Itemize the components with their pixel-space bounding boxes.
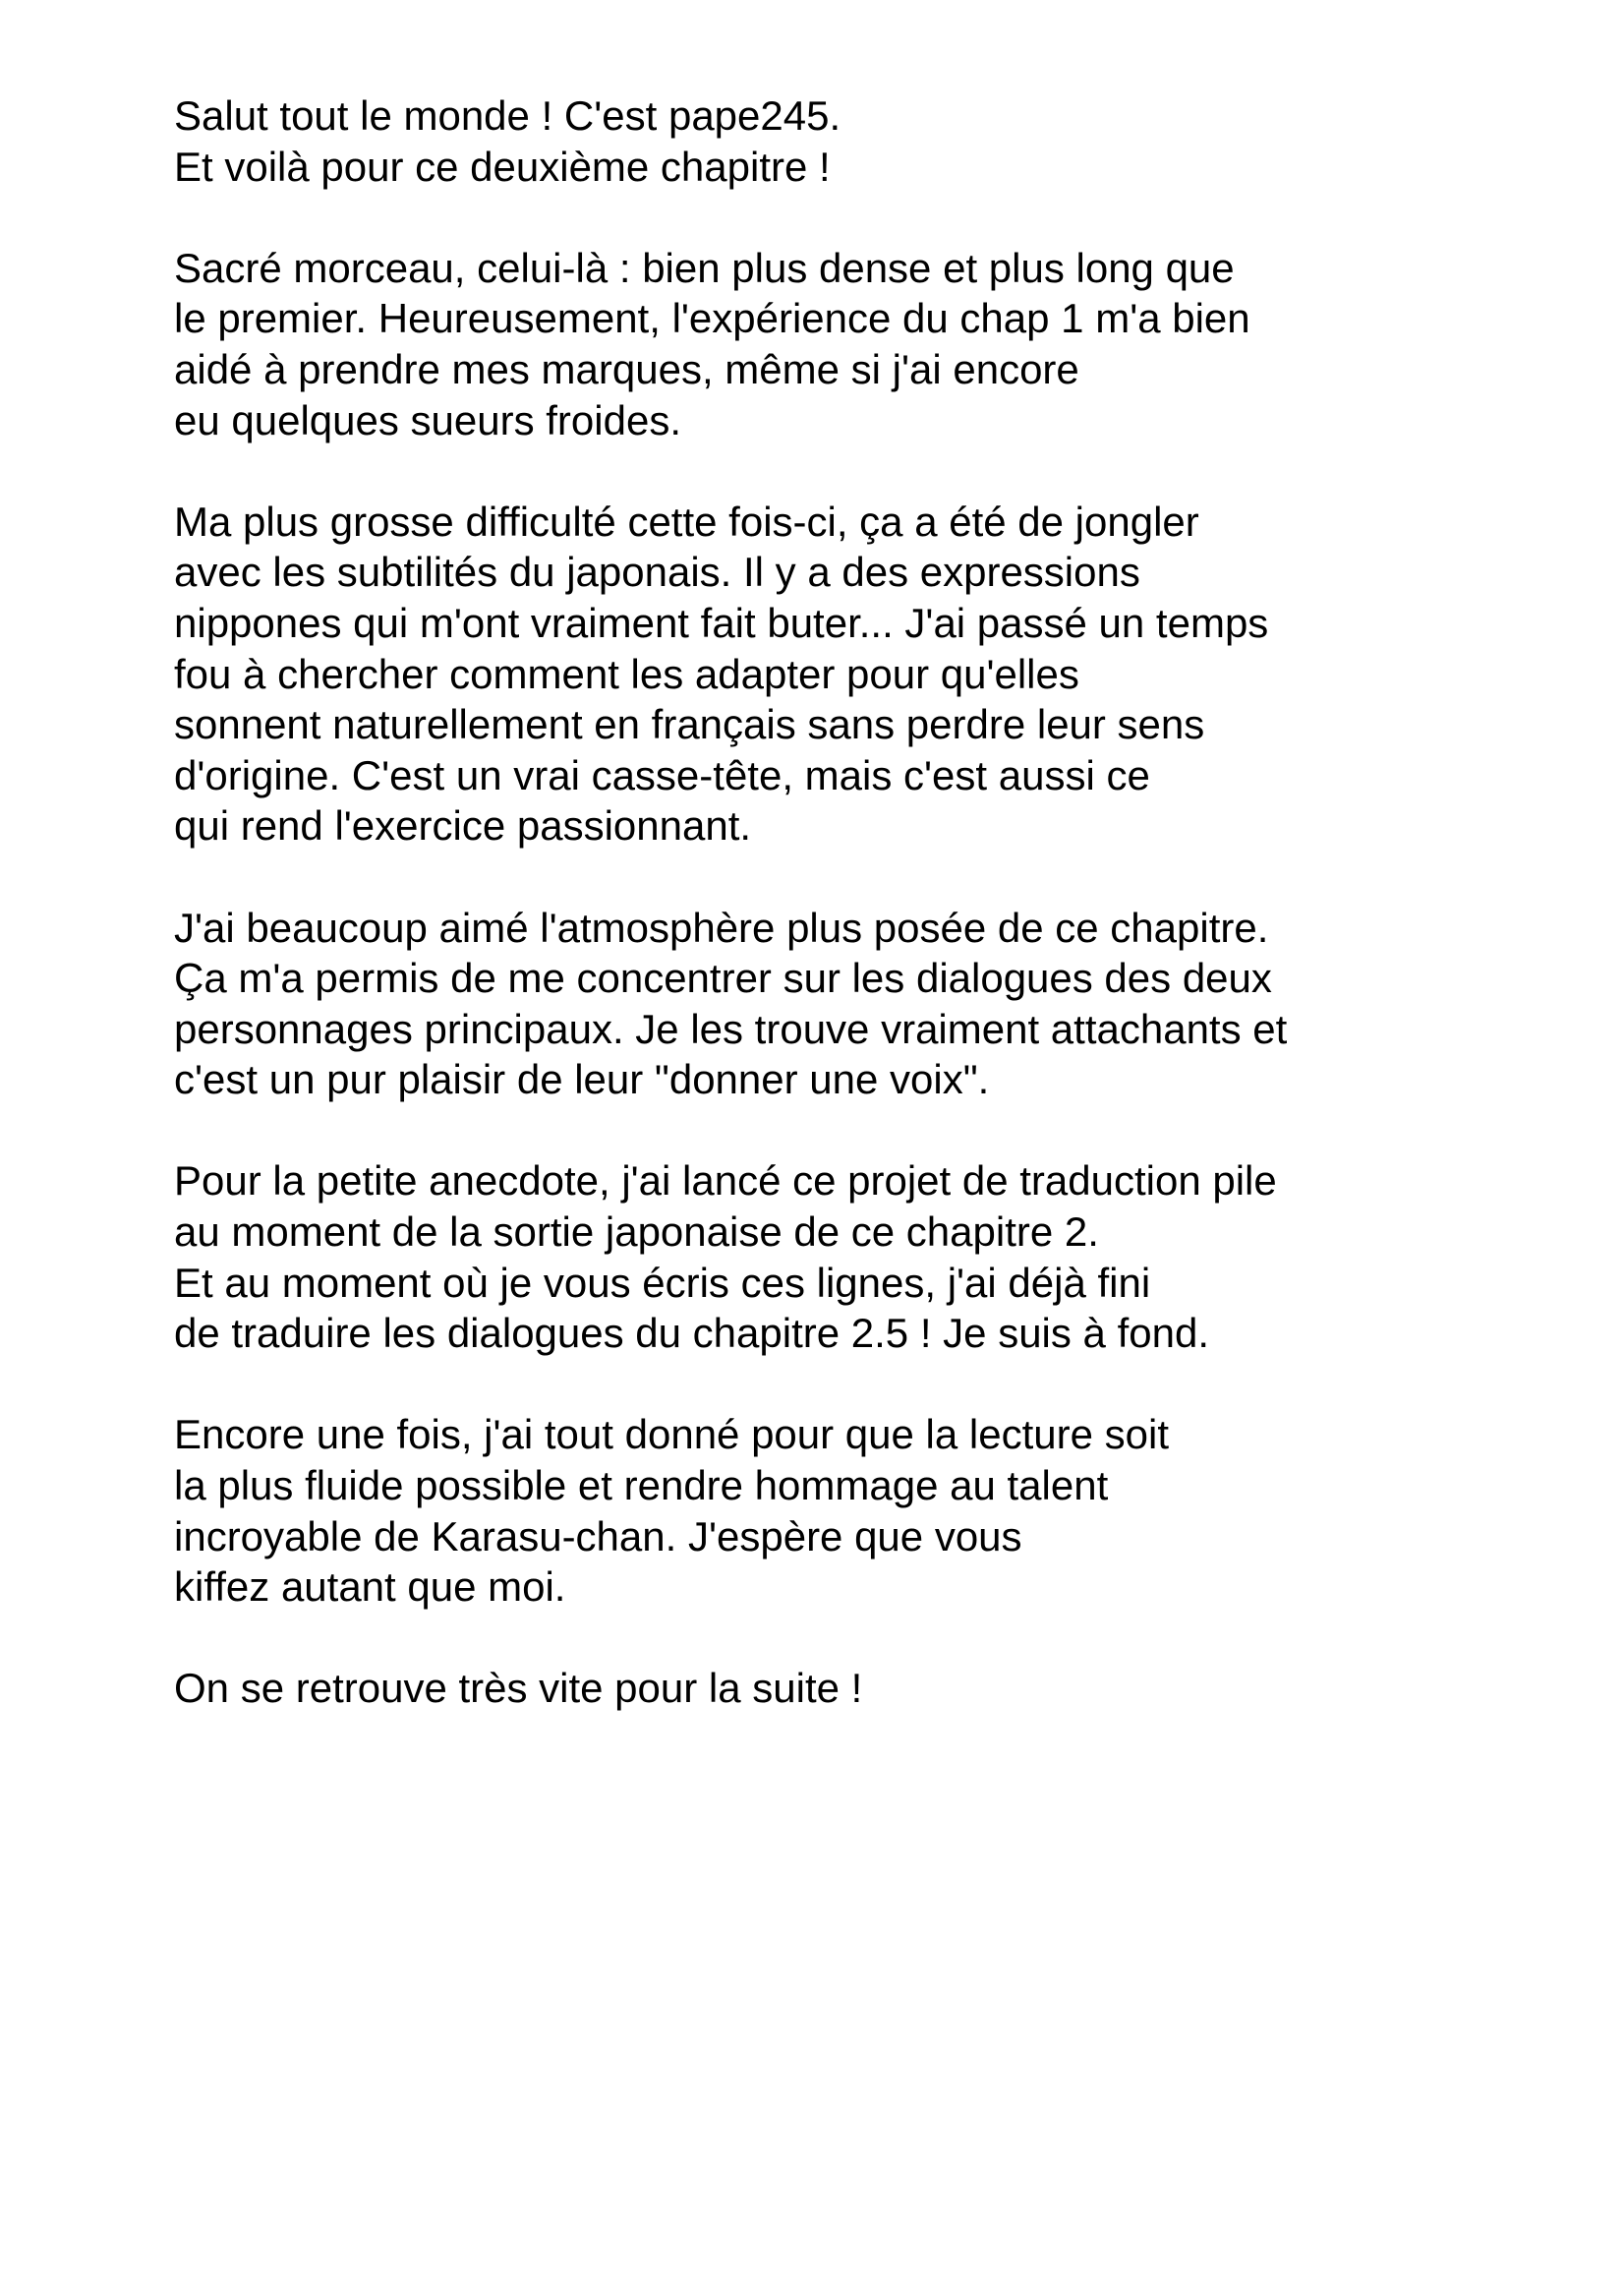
paragraph-difficulty xyxy=(174,497,1590,852)
text-line: qui rend l'exercice passionnant. xyxy=(174,802,752,850)
text-line: Et au moment où je vous écris ces lignes, j'ai déjà fini xyxy=(174,1259,1151,1306)
text-line: Ça m'a permis de me concentrer sur les dialogues des deux xyxy=(174,955,1272,1002)
text-line: eu quelques sueurs froides. xyxy=(174,396,681,443)
text-line: personnages principaux. Je les trouve vraiment attachants et xyxy=(174,1005,1288,1052)
text-line: aidé à prendre mes marques, même si j'ai encore xyxy=(174,345,1079,392)
text-line: de traduire les dialogues du chapitre 2.5 ! Je suis à fond. xyxy=(174,1310,1209,1357)
text-line: incroyable de Karasu-chan. J'espère que vous xyxy=(174,1512,1022,1559)
text-line: la plus fluide possible et rendre hommage au talent xyxy=(174,1462,1109,1509)
text-line: Salut tout le monde ! C'est pape245. xyxy=(174,92,841,139)
paragraph-chapter-length xyxy=(174,243,1590,445)
text-line: avec les subtilités du japonais. Il y a des expressions xyxy=(174,549,1140,596)
text-line: fou à chercher comment les adapter pour qu'elles xyxy=(174,650,1079,697)
text-line: On se retrouve très vite pour la suite ! xyxy=(174,1665,863,1712)
translator-note xyxy=(174,90,1590,1765)
text-line: Sacré morceau, celui-là : bien plus dense et plus long que xyxy=(174,244,1235,291)
paragraph-tribute xyxy=(174,1409,1590,1612)
text-line: Et voilà pour ce deuxième chapitre ! xyxy=(174,143,831,190)
text-line: le premier. Heureusement, l'expérience du chap 1 m'a bien xyxy=(174,295,1250,342)
paragraph-greeting xyxy=(174,90,1590,192)
paragraph-closing xyxy=(174,1663,1590,1714)
text-line: J'ai beaucoup aimé l'atmosphère plus posée de ce chapitre. xyxy=(174,904,1269,951)
text-line: kiffez autant que moi. xyxy=(174,1563,566,1611)
text-line: d'origine. C'est un vrai casse-tête, mais c'est aussi ce xyxy=(174,751,1150,798)
paragraph-atmosphere xyxy=(174,903,1590,1105)
text-line: Pour la petite anecdote, j'ai lancé ce projet de traduction pile xyxy=(174,1157,1277,1205)
text-line: c'est un pur plaisir de leur "donner une voix". xyxy=(174,1056,990,1103)
text-line: Encore une fois, j'ai tout donné pour que la lecture soit xyxy=(174,1411,1169,1458)
text-line: sonnent naturellement en français sans perdre leur sens xyxy=(174,701,1205,748)
text-line: Ma plus grosse difficulté cette fois-ci, ça a été de jongler xyxy=(174,498,1199,545)
text-line: nippones qui m'ont vraiment fait buter... J'ai passé un temps xyxy=(174,599,1269,646)
paragraph-anecdote xyxy=(174,1155,1590,1358)
text-line: au moment de la sortie japonaise de ce chapitre 2. xyxy=(174,1208,1099,1256)
